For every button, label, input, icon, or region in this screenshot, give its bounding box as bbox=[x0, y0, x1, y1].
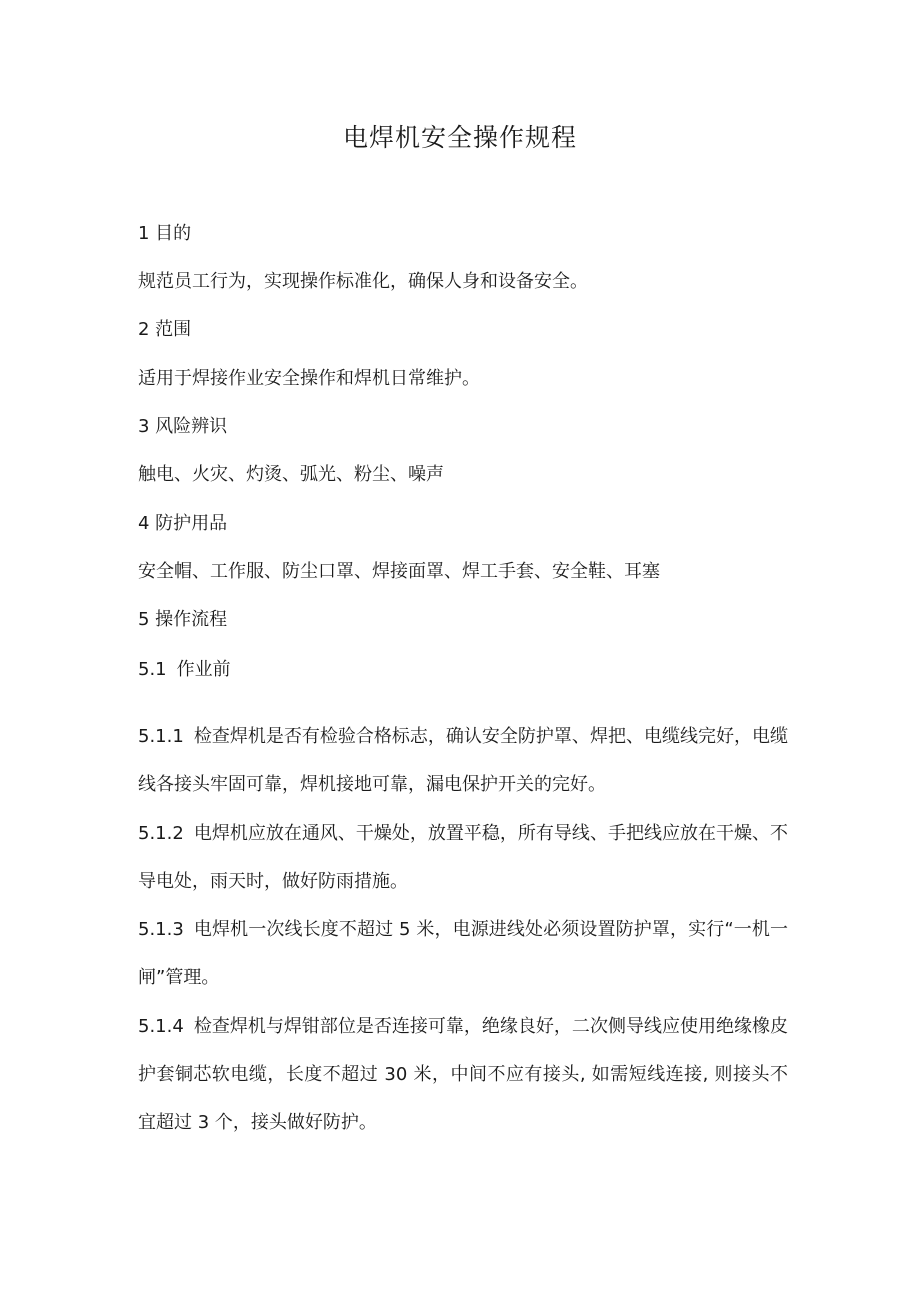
clause-text: 电焊机一次线长度不超过 5 米，电源进线处必须设置防护罩，实行“一机一闸”管理。 bbox=[138, 919, 788, 988]
clause-text: 检查焊机与焊钳部位是否连接可靠，绝缘良好，二次侧导线应使用绝缘橡皮护套铜芯软电缆，长度不超过 30 米，中间不应有接头, 如需短线连接, 则接头不宜超过 3 个，接头做好防护。 bbox=[138, 1016, 788, 1133]
clause-number: 5.1.1 bbox=[138, 726, 184, 747]
clause-text: 电焊机应放在通风、干燥处，放置平稳，所有导线、手把线应放在干燥、不导电处，雨天时，做好防雨措施。 bbox=[138, 823, 788, 892]
subsection-heading-before-work bbox=[138, 656, 231, 684]
section-heading-risk: 3 风险辨识 bbox=[138, 416, 228, 437]
section-body-ppe: 安全帽、工作服、防尘口罩、焊接面罩、焊工手套、安全鞋、耳塞 bbox=[138, 561, 660, 582]
section-heading-scope: 2 范围 bbox=[138, 319, 192, 340]
subsection-number: 5.1 bbox=[138, 659, 167, 680]
section-body-risk: 触电、火灾、灼烫、弧光、粉尘、噪声 bbox=[138, 464, 444, 485]
document-title: 电焊机安全操作规程 bbox=[342, 123, 577, 152]
section-body-scope: 适用于焊接作业安全操作和焊机日常维护。 bbox=[138, 368, 480, 389]
clause-5-1-1 bbox=[138, 713, 788, 809]
clause-5-1-3 bbox=[138, 906, 788, 1002]
clause-number: 5.1.4 bbox=[138, 1016, 184, 1037]
clause-5-1-2 bbox=[138, 810, 788, 906]
clause-5-1-4 bbox=[138, 1003, 788, 1147]
clause-text: 检查焊机是否有检验合格标志，确认安全防护罩、焊把、电缆线完好，电缆线各接头牢固可靠，焊机接地可靠，漏电保护开关的完好。 bbox=[138, 726, 788, 795]
clause-number: 5.1.3 bbox=[138, 919, 184, 940]
section-heading-purpose: 1 目的 bbox=[138, 223, 192, 244]
subsection-title: 作业前 bbox=[176, 659, 231, 680]
section-heading-procedure: 5 操作流程 bbox=[138, 609, 228, 630]
section-heading-ppe: 4 防护用品 bbox=[138, 513, 228, 534]
section-body-purpose: 规范员工行为，实现操作标准化，确保人身和设备安全。 bbox=[138, 271, 588, 292]
clause-number: 5.1.2 bbox=[138, 823, 184, 844]
